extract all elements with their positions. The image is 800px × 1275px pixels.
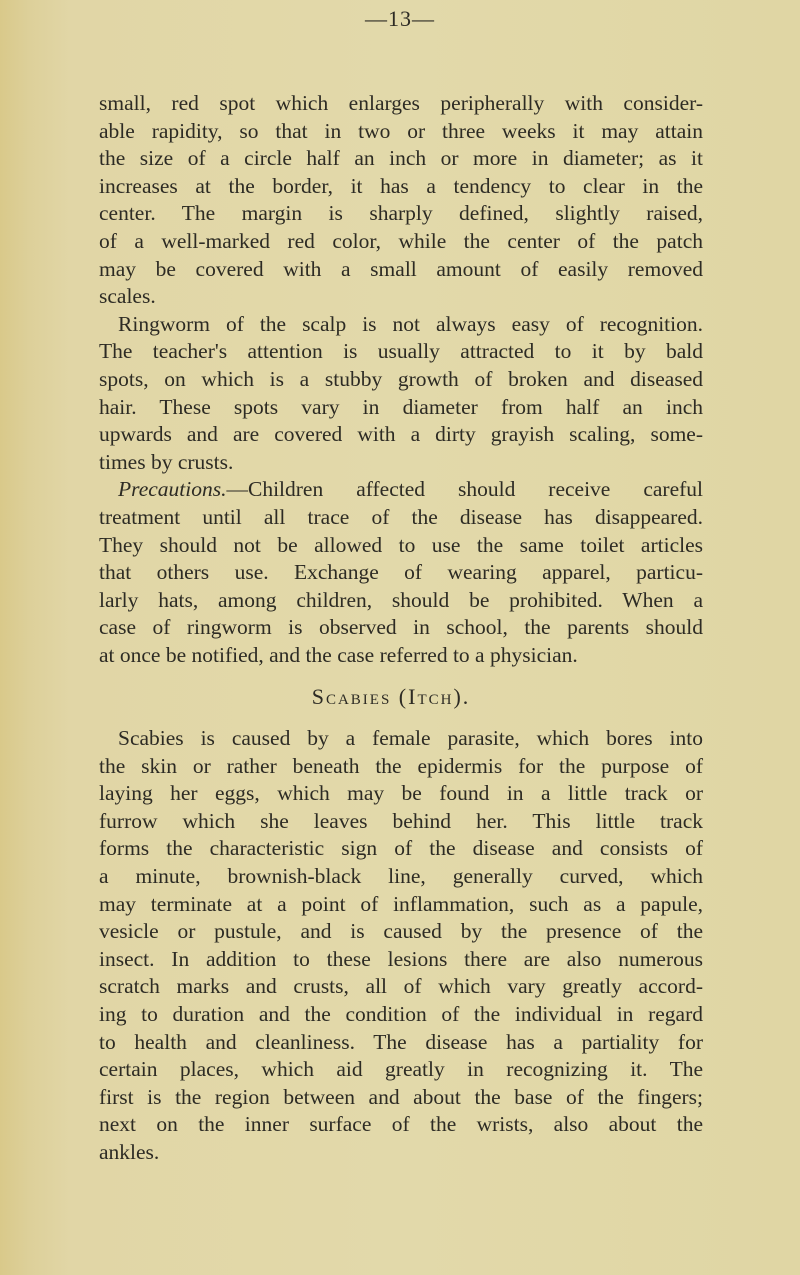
text-line: spots, on which is a stubby growth of broken and diseased [99,366,703,391]
text-line: hair. These spots vary in diameter from half an inch [99,394,703,419]
text-line: of a well-marked red color, while the center of the patch [99,228,703,253]
text-line: may be covered with a small amount of easily removed [99,256,703,281]
text-line: ankles. [99,1139,160,1164]
text-line: vesicle or pustule, and is caused by the presence of the [99,919,703,944]
text-line: They should not be allowed to use the same toilet articles [99,532,703,557]
text-line: a minute, brownish-black line, generally curved, which [99,864,703,889]
text-line: at once be notified, and the case referred to a physician. [99,642,578,667]
text-line: ing to duration and the condition of the individual in regard [99,1002,703,1026]
text-line: center. The margin is sharply defined, slightly raised, [99,201,703,226]
text-line: able rapidity, so that in two or three weeks it may attain [99,118,703,143]
text-line: scratch marks and crusts, all of which vary greatly accord- [99,974,703,999]
text-line: treatment until all trace of the disease has disappeared. [99,504,703,529]
text-line: times by crusts. [99,449,234,474]
text-line: scales. [99,284,156,309]
text-line: The teacher's attention is usually attracted to it by bald [99,339,703,364]
section-heading: Scabies (Itch). [311,684,471,710]
line-text: —Children affected should receive careful [226,477,703,502]
text-line: certain places, which aid greatly in recognizing it. The [99,1057,703,1082]
italic-lead: Precautions. [118,477,227,502]
text-line: first is the region between and about the base of the fingers; [99,1084,703,1109]
text-line: to health and cleanliness. The disease has a partiality for [99,1029,703,1054]
text-line: may terminate at a point of inflammation, such as a papule, [99,891,703,916]
text-line [99,476,703,504]
text-line: insect. In addition to these lesions there are also numerous [99,946,703,971]
paragraph [99,90,703,311]
page-body [99,90,703,1167]
text-line: Ringworm of the scalp is not always easy of recognition. [118,311,703,336]
text-line: increases at the border, it has a tendency to clear in the [99,173,703,198]
text-line: upwards and are covered with a dirty grayish scaling, some- [99,422,703,447]
paragraph [99,311,703,477]
paragraph [99,476,703,669]
text-line: Scabies is caused by a female parasite, which bores into [118,726,703,751]
text-line: larly hats, among children, should be prohibited. When a [99,587,703,612]
text-line: small, red spot which enlarges peripherally with consider- [99,91,703,115]
text-line: the size of a circle half an inch or more in diameter; as it [99,146,703,171]
paragraph [99,725,703,1167]
text-line: that others use. Exchange of wearing apparel, particu- [99,560,703,585]
text-line: forms the characteristic sign of the disease and consists of [99,836,703,861]
text-line: laying her eggs, which may be found in a little track or [99,781,703,806]
text-line: next on the inner surface of the wrists, also about the [99,1112,703,1137]
text-line: furrow which she leaves behind her. This little track [99,808,703,833]
text-line: case of ringworm is observed in school, the parents should [99,615,703,640]
page-number: —13— [365,6,435,31]
text-line: the skin or rather beneath the epidermis for the purpose of [99,753,703,778]
